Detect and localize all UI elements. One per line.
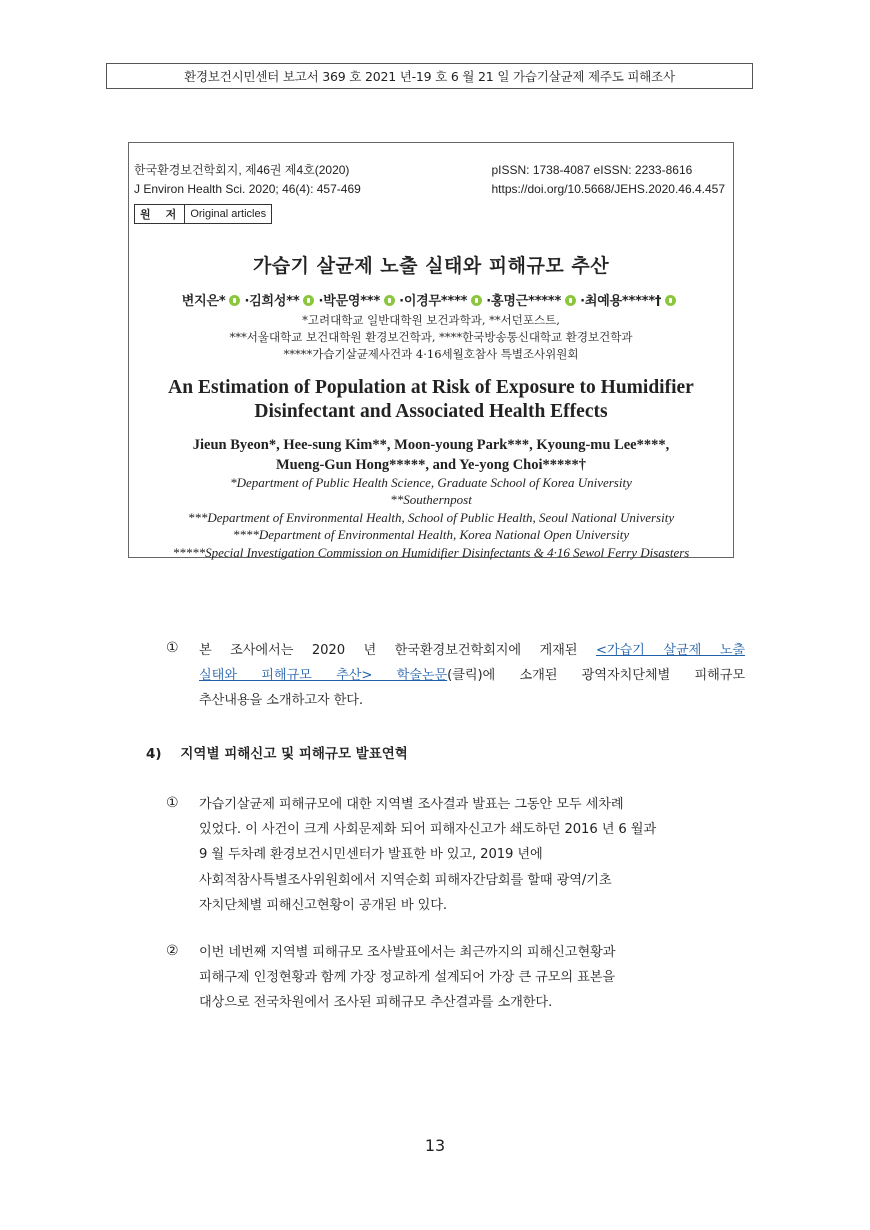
article-title-en	[129, 376, 733, 424]
journal-name-en: J Environ Health Sci. 2020; 46(4): 457-469	[134, 182, 361, 196]
intro-line	[199, 663, 745, 688]
author-ko: ·최예용*****†	[580, 294, 662, 309]
author-ko: ·홍명근*****	[486, 294, 562, 309]
affiliation-ko: ***서울대학교 보건대학원 환경보건학과, ****한국방송통신대학교 환경보건학과	[229, 330, 633, 344]
article-link[interactable]: <가습기 살균제 노출	[595, 643, 745, 658]
title-en-line: An Estimation of Population at Risk of Exposure to Humidifier	[168, 377, 694, 398]
orcid-icon	[384, 295, 395, 306]
author-ko: ·김희성**	[244, 294, 300, 309]
affiliations-ko	[129, 312, 733, 363]
affiliation-ko: *****가습기살균제사건과 4·16세월호참사 특별조사위원회	[283, 347, 579, 361]
report-header-text: 환경보건시민센터 보고서 369 호 2021 년-19 호 6 월 21 일 가습기살균제 제주도 피해조사	[184, 69, 675, 84]
issn-text: pISSN: 1738-4087 eISSN: 2233-8616	[491, 163, 693, 177]
category-en: Original articles	[190, 208, 267, 220]
title-en-line: Disinfectant and Associated Health Effects	[254, 401, 608, 422]
intro-text: 본 조사에서는 2020 년 한국환경보건학회지에 게재된	[199, 643, 596, 658]
article-link[interactable]: 실태와 피해규모 추산> 학술논문	[199, 668, 448, 683]
section-heading	[146, 742, 408, 762]
authors-en	[129, 435, 733, 475]
intro-paragraph	[199, 638, 745, 713]
section-title: 지역별 피해신고 및 피해규모 발표연혁	[180, 746, 408, 762]
affiliation-ko: *고려대학교 일반대학원 보건과학과, **서던포스트,	[302, 313, 560, 327]
author-ko: ·박문영***	[318, 294, 381, 309]
item-line: 대상으로 전국차원에서 조사된 피해규모 추산결과를 소개한다.	[199, 995, 553, 1011]
item-line: 사회적참사특별조사위원회에서 지역순회 피해자간담회를 할때 광역/기초	[199, 872, 612, 888]
item-paragraph	[199, 940, 749, 1016]
orcid-icon	[229, 295, 240, 306]
orcid-icon	[471, 295, 482, 306]
article-title-image	[128, 142, 734, 558]
report-header	[106, 63, 753, 89]
affiliation-en: *Department of Public Health Science, Graduate School of Korea University	[230, 475, 632, 490]
authors-en-line: Mueng-Gun Hong*****, and Ye-yong Choi*****†	[275, 457, 587, 473]
orcid-icon	[565, 295, 576, 306]
intro-line: 추산내용을 소개하고자 한다.	[199, 693, 363, 708]
affiliation-en: ***Department of Environmental Health, School of Public Health, Seoul National University	[187, 509, 675, 525]
article-category-label	[134, 204, 272, 224]
affiliation-en: **Southernpost	[390, 492, 472, 508]
affiliation-en: ****Department of Environmental Health, Korea National Open University	[232, 527, 630, 543]
article-title-ko: 가습기 살균제 노출 실태와 피해규모 추산	[252, 255, 610, 277]
item-marker: ①	[166, 795, 179, 811]
author-ko: 변지은*	[181, 294, 226, 309]
orcid-icon	[303, 295, 314, 306]
authors-en-line: Jieun Byeon*, Hee-sung Kim**, Moon-young Park***, Kyoung-mu Lee****,	[192, 437, 670, 453]
affiliations-en	[129, 474, 733, 561]
item-line: 이번 네번째 지역별 피해규모 조사발표에서는 최근까지의 피해신고현황과	[199, 945, 616, 960]
doi-text: https://doi.org/10.5668/JEHS.2020.46.4.457	[491, 182, 725, 196]
journal-info	[134, 161, 361, 199]
item-line: 가습기살균제 피해규모에 대한 지역별 조사결과 발표는 그동안 모두 세차례	[199, 797, 624, 812]
issn-doi-info	[491, 161, 725, 199]
item-line: 피해구제 인정현황과 함께 가장 정교하게 설계되어 가장 큰 규모의 표본을	[199, 970, 615, 986]
authors-ko	[129, 290, 733, 309]
item-line: 있었다. 이 사건이 크게 사회문제화 되어 피해자신고가 쇄도하던 2016 년 6 월과	[199, 822, 657, 838]
item-line: 자치단체별 피해신고현황이 공개된 바 있다.	[199, 897, 447, 913]
page-number: 13	[424, 1136, 446, 1155]
category-ko: 원 저	[135, 205, 185, 223]
journal-name-ko: 한국환경보건학회지, 제46권 제4호(2020)	[134, 163, 350, 177]
intro-line	[199, 638, 745, 663]
intro-text: (클릭)에 소개된 광역자치단체별 피해규모	[447, 668, 745, 683]
item-marker: ②	[166, 943, 179, 959]
intro-marker: ①	[166, 640, 179, 656]
section-number: 4)	[146, 746, 162, 762]
item-paragraph	[199, 792, 749, 918]
orcid-icon	[665, 295, 676, 306]
item-line: 9 월 두차례 환경보건시민센터가 발표한 바 있고, 2019 년에	[199, 847, 543, 863]
author-ko: ·이경무****	[399, 294, 468, 309]
affiliation-en: *****Special Investigation Commission on Humidifier Disinfectants & 4·16 Sewol Ferry Disasters	[172, 544, 690, 560]
